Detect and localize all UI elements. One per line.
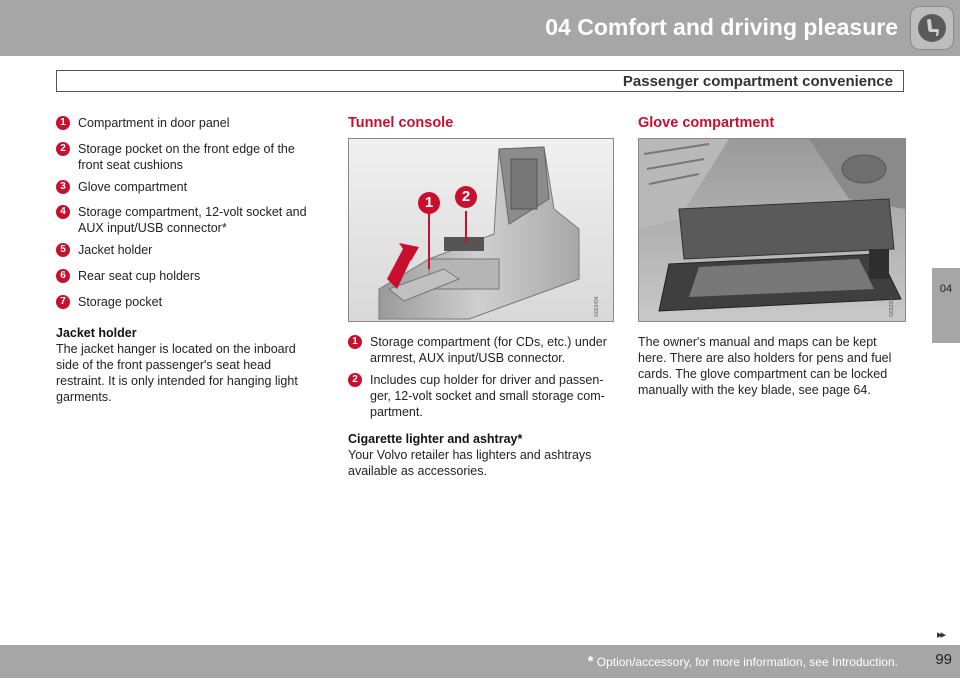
column-tunnel-console bbox=[348, 115, 614, 479]
list-item-text: Storage pocket bbox=[78, 295, 163, 309]
list-item-text: Rear seat cup holders bbox=[78, 269, 201, 283]
chapter-title: 04 Comfort and driving pleasure bbox=[545, 14, 898, 40]
glove-compartment-illustration bbox=[639, 139, 905, 321]
number-badge: 1 bbox=[348, 335, 362, 349]
glove-compartment-photo bbox=[638, 138, 906, 322]
tunnel-console-heading: Tunnel console bbox=[348, 115, 454, 131]
list-item bbox=[56, 242, 322, 258]
next-page-arrows-icon: ▸▸ bbox=[936, 629, 944, 641]
number-badge: 6 bbox=[56, 269, 70, 283]
tunnel-console-list bbox=[348, 334, 614, 420]
list-item-text: Compartment in door panel bbox=[78, 116, 230, 130]
cigarette-lighter-heading: Cigarette lighter and ashtray* bbox=[348, 432, 523, 446]
footnote bbox=[588, 653, 898, 670]
number-badge: 2 bbox=[348, 373, 362, 387]
cigarette-lighter-text: Your Volvo retailer has lighters and ashtrays available as accessories. bbox=[348, 448, 592, 478]
seat-icon bbox=[910, 6, 954, 50]
footnote-asterisk: * bbox=[587, 653, 594, 670]
glove-compartment-text: The owner's manual and maps can be kept here. There are also holders for pens and fuel cards. The glove compartment can be locked manually with the key blade, see page 64. bbox=[638, 335, 892, 397]
list-item-text: Storage pocket on the front edge of the front seat cushions bbox=[78, 142, 295, 172]
chapter-tab-label: 04 bbox=[939, 283, 953, 295]
list-item bbox=[56, 115, 322, 131]
list-item-text: Jacket holder bbox=[78, 243, 153, 257]
list-item bbox=[348, 334, 614, 366]
column-glove-compartment bbox=[638, 115, 906, 398]
list-item bbox=[56, 179, 322, 195]
seat-icon-graphic bbox=[916, 12, 948, 44]
list-item bbox=[56, 294, 322, 310]
section-title: Passenger compartment convenience bbox=[622, 73, 893, 90]
image-code: G032202 bbox=[889, 296, 895, 317]
glove-compartment-heading: Glove compartment bbox=[638, 115, 775, 131]
jacket-holder-text: The jacket hanger is located on the inboard side of the front passenger's seat head restraint. It is only intended for hanging light garments. bbox=[56, 342, 298, 404]
callout-2: 2 bbox=[455, 186, 477, 208]
list-item-text: Glove compartment bbox=[78, 180, 188, 194]
number-badge: 2 bbox=[56, 142, 70, 156]
page-footer bbox=[0, 645, 960, 678]
chapter-header bbox=[0, 0, 960, 56]
page-number: 99 bbox=[935, 651, 952, 668]
number-badge: 3 bbox=[56, 180, 70, 194]
number-badge: 5 bbox=[56, 243, 70, 257]
section-bar bbox=[56, 70, 904, 92]
list-item bbox=[56, 268, 322, 284]
number-badge: 7 bbox=[56, 295, 70, 309]
list-item bbox=[56, 204, 322, 236]
jacket-holder-heading: Jacket holder bbox=[56, 326, 137, 340]
list-item bbox=[56, 141, 322, 173]
tunnel-console-photo bbox=[348, 138, 614, 322]
list-item bbox=[348, 372, 614, 420]
list-item-text: Storage compartment, 12-volt socket and AUX input/USB connector* bbox=[78, 205, 307, 235]
list-item-text: Storage compartment (for CDs, etc.) under armrest, AUX input/USB connector. bbox=[370, 335, 607, 365]
callout-1: 1 bbox=[418, 192, 440, 214]
number-badge: 1 bbox=[56, 116, 70, 130]
chapter-side-tab bbox=[932, 268, 960, 343]
image-code: G021434 bbox=[594, 296, 600, 317]
storage-list bbox=[56, 115, 322, 310]
list-item-text: Includes cup holder for driver and passen-ger, 12-volt socket and small storage com-partment. bbox=[370, 373, 605, 419]
tunnel-console-illustration bbox=[349, 139, 613, 321]
column-storage-list bbox=[56, 115, 322, 405]
number-badge: 4 bbox=[56, 205, 70, 219]
footnote-text: Option/accessory, for more information, see Introduction. bbox=[593, 655, 898, 669]
